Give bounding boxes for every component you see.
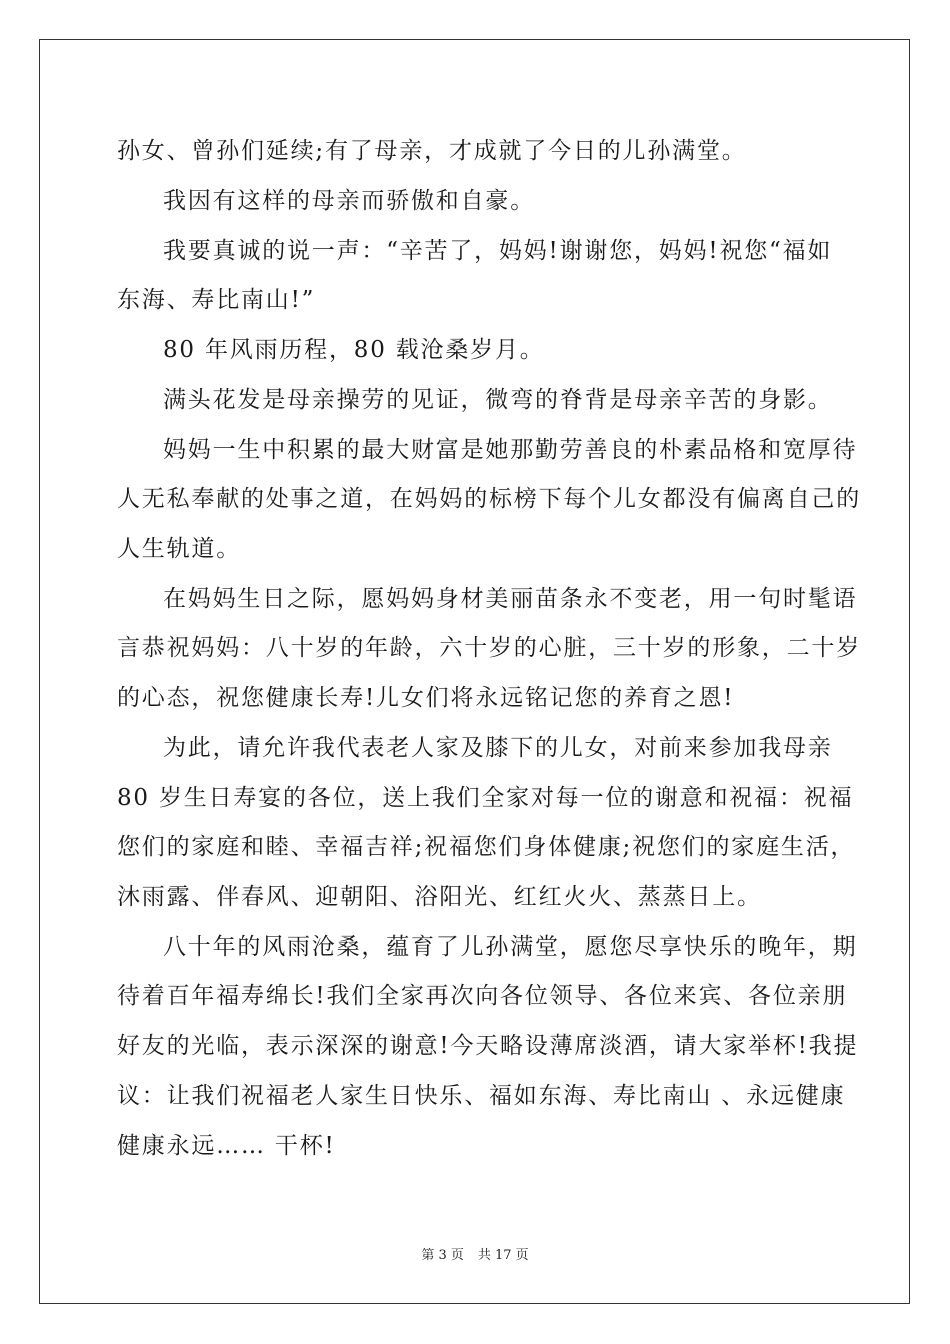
text-line: 八十年的风雨沧桑，蕴育了儿孙满堂，愿您尽享快乐的晚年，期 — [163, 934, 858, 960]
text-line: 人生轨道。 — [117, 536, 241, 562]
text-line: 80 岁生日寿宴的各位，送上我们全家对每一位的谢意和祝福：祝福 — [117, 785, 854, 811]
text-line: 的心态，祝您健康长寿!儿女们将永远铭记您的养育之恩! — [117, 685, 735, 711]
text-line: 我因有这样的母亲而骄傲和自豪。 — [163, 188, 535, 214]
text-line: 您们的家庭和睦、幸福吉祥;祝福您们身体健康;祝您们的家庭生活， — [117, 834, 856, 860]
page-footer — [0, 1248, 950, 1264]
page-total: 共 17 页 — [477, 1248, 529, 1263]
page-number: 第 3 页 — [421, 1248, 464, 1263]
text-line: 待着百年福寿绵长!我们全家再次向各位领导、各位来宾、各位亲朋 — [117, 983, 848, 1009]
text-line: 在妈妈生日之际，愿妈妈身材美丽苗条永不变老，用一句时髦语 — [163, 586, 858, 612]
text-line: 我要真诚的说一声：“辛苦了，妈妈!谢谢您，妈妈!祝您“福如 — [163, 238, 833, 264]
text-line: 孙女、曾孙们延续;有了母亲，才成就了今日的儿孙满堂。 — [117, 138, 747, 164]
text-line: 满头花发是母亲操劳的见证，微弯的脊背是母亲辛苦的身影。 — [163, 387, 833, 413]
text-line: 东海、寿比南山!” — [117, 287, 316, 313]
text-line: 好友的光临，表示深深的谢意!今天略设薄席淡酒，请大家举杯!我提 — [117, 1033, 859, 1059]
text-line: 人无私奉献的处事之道，在妈妈的标榜下每个儿女都没有偏离自己的 — [117, 486, 861, 512]
page-frame — [39, 39, 910, 1304]
text-line: 议：让我们祝福老人家生日快乐、福如东海、寿比南山 、永远健康 — [117, 1083, 846, 1109]
text-line: 健康永远…… 干杯! — [117, 1133, 336, 1159]
text-line: 妈妈一生中积累的最大财富是她那勤劳善良的朴素品格和宽厚待 — [163, 437, 858, 463]
text-line: 80 年风雨历程，80 载沧桑岁月。 — [163, 337, 545, 363]
text-line: 言恭祝妈妈：八十岁的年龄，六十岁的心脏，三十岁的形象，二十岁 — [117, 635, 861, 661]
text-line: 为此，请允许我代表老人家及膝下的儿女，对前来参加我母亲 — [163, 735, 833, 761]
text-line: 沐雨露、伴春风、迎朝阳、浴阳光、红红火火、蒸蒸日上。 — [117, 884, 762, 910]
